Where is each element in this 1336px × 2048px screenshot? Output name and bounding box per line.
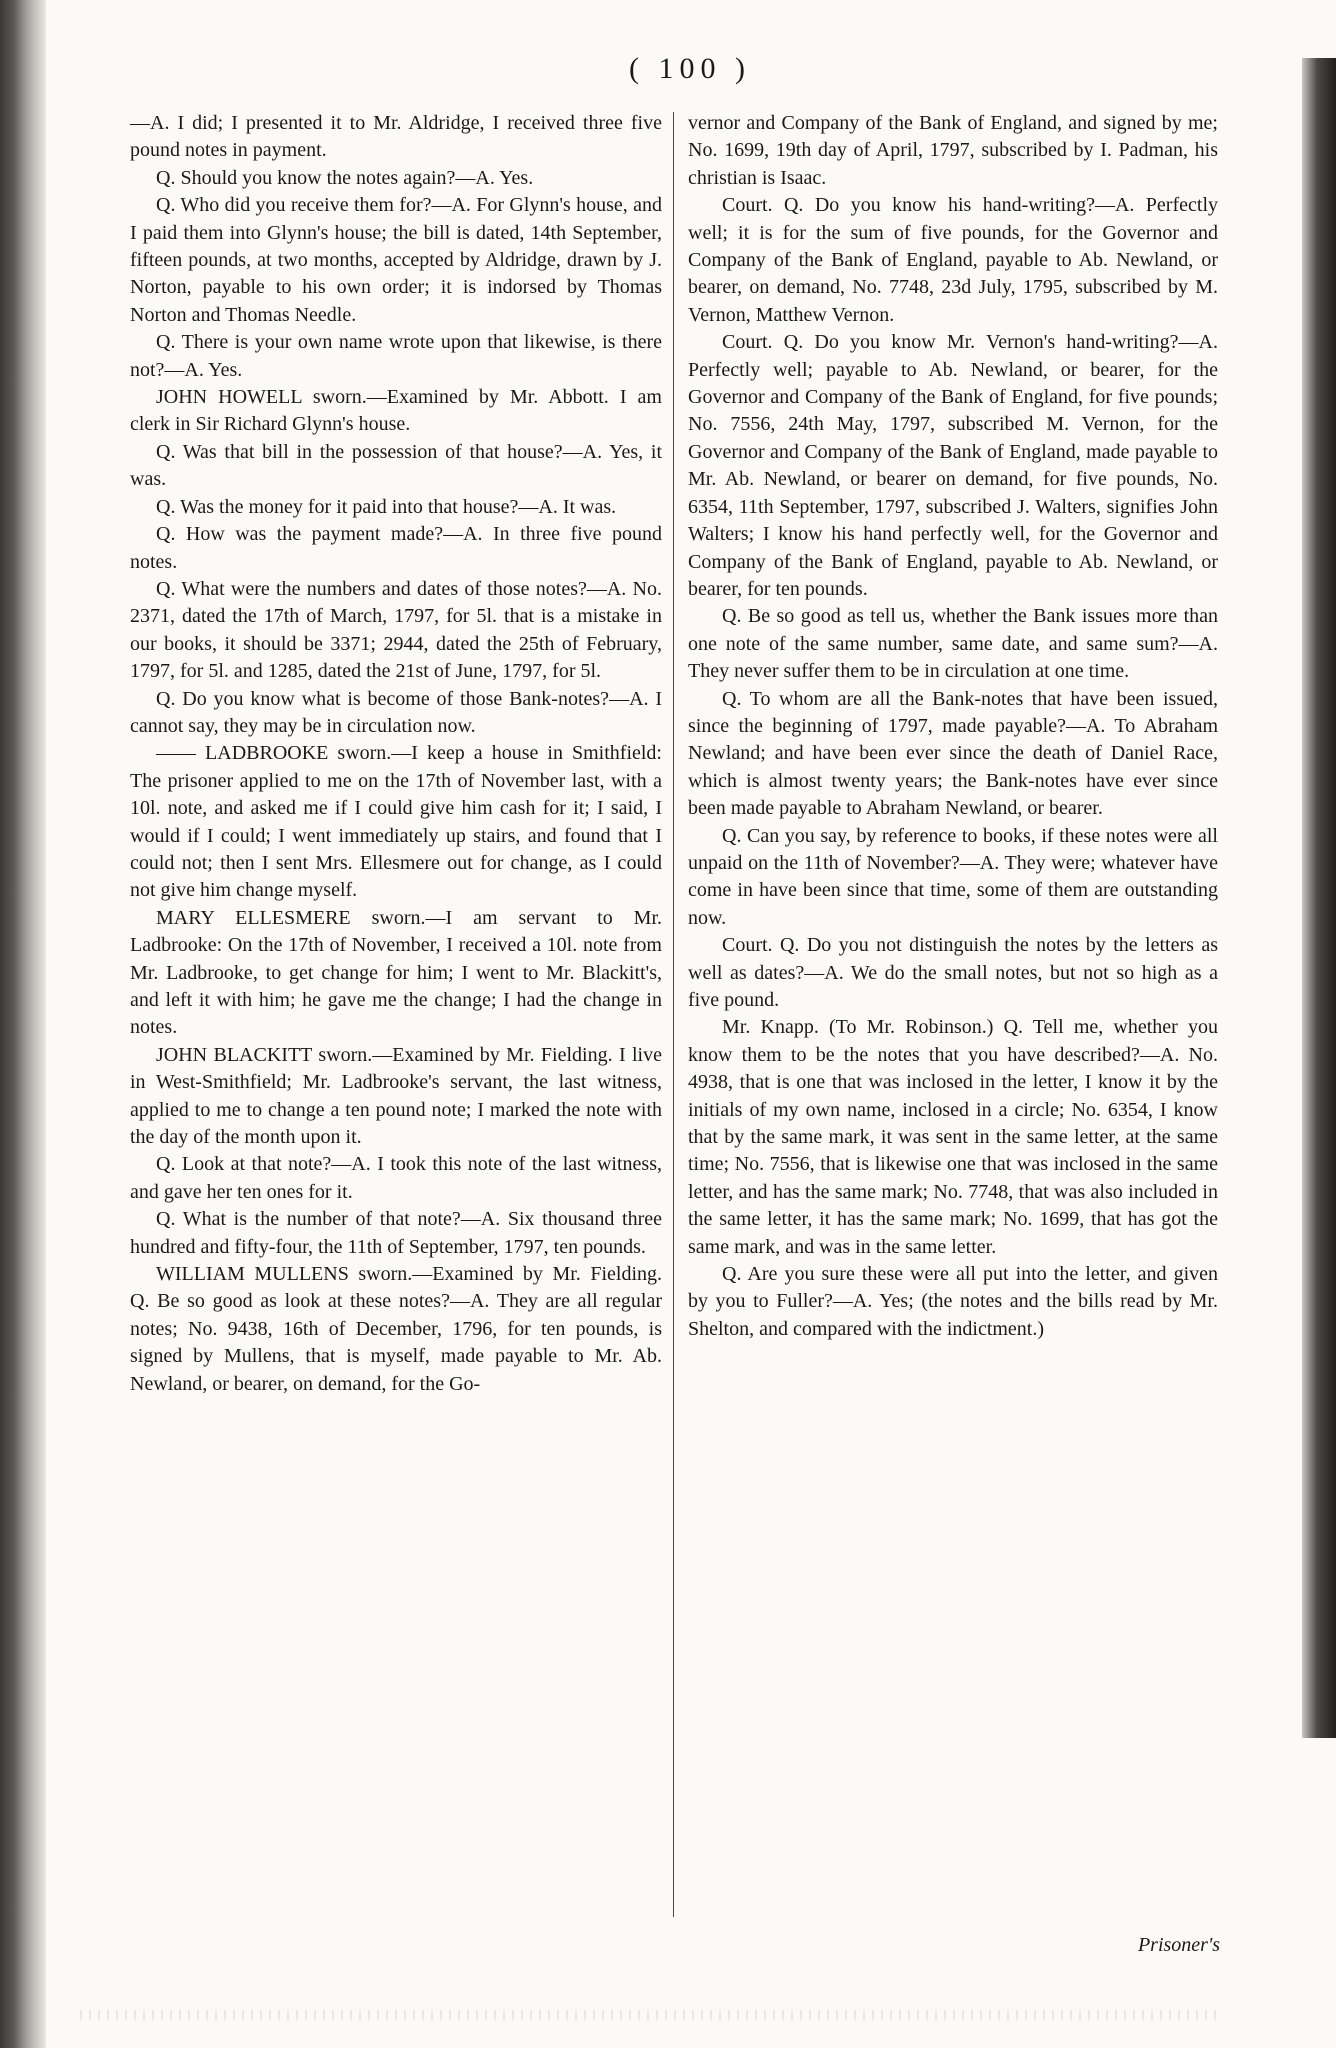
paragraph: Mr. Knapp. (To Mr. Robinson.) Q. Tell me, whether you know them to be the notes that you have described?—A. No. 4938, that is one that was inclosed in the letter, I know it by the initials of my own name, inclosed in a circle; No. 6354, I know that by the same mark, it was sent in the same letter, at the same time; No. 7556, that is likewise one that was inclosed in the same letter, and has the same mark; No. 7748, that was also included in the same letter, it has the same mark; No. 1699, that has got the same mark, and was in the same letter. [688,1016,1218,1258]
right-column [688,110,1218,1940]
paragraph: vernor and Company of the Bank of England, and signed by me; No. 1699, 19th day of April, 1797, subscribed by I. Padman, his christian is Isaac. [688,112,1218,189]
paragraph: Q. Be so good as tell us, whether the Bank issues more than one note of the same number, same date, and same sum?—A. They never suffer them to be in circulation at one time. [688,605,1218,683]
paragraph: JOHN BLACKITT sworn.—Examined by Mr. Fielding. I live in West-Smithfield; Mr. Ladbrooke's servant, the last witness, applied to me to change a ten pound note; I marked the note with the day of the month upon it. [130,1043,662,1149]
paragraph: Q. There is your own name wrote upon that likewise, is there not?—A. Yes. [130,331,662,381]
paragraph: Q. Are you sure these were all put into the letter, and given by you to Fuller?—A. Yes; (the notes and the bills read by Mr. Shelton, and compared with the indictment.) [688,1263,1218,1340]
paragraph: Q. Do you know what is become of those Bank-notes?—A. I cannot say, they may be in circulation now. [130,687,662,737]
paragraph: Q. Can you say, by reference to books, if these notes were all unpaid on the 11th of November?—A. They were; whatever have come in have been since that time, some of them are outstanding now. [688,824,1218,929]
scan-shadow-right [1302,58,1336,1738]
paragraph: —A. I did; I presented it to Mr. Aldridge, I received three five pound notes in payment. [130,112,662,162]
paragraph: Q. To whom are all the Bank-notes that have been issued, since the beginning of 1797, made payable?—A. To Abraham Newland; and have been ever since the death of Daniel Race, which is almost twenty years; the Bank-notes have ever since been made payable to Abraham Newland, or bearer. [688,687,1218,820]
scan-specks [80,2010,1220,2020]
paragraph: Q. Look at that note?—A. I took this note of the last witness, and gave her ten ones for it. [130,1153,662,1203]
left-column [130,110,662,1940]
scan-shadow-left [0,0,46,2048]
paragraph: Q. What were the numbers and dates of those notes?—A. No. 2371, dated the 17th of March, 1797, for 5l. that is a mistake in our books, it should be 3371; 2944, dated the 25th of February, 1797, for 5l. and 1285, dated the 21st of June, 1797, for 5l. [130,577,662,683]
paragraph: Q. Who did you receive them for?—A. For Glynn's house, and I paid them into Glynn's house; the bill is dated, 14th September, fifteen pounds, at two months, accepted by Aldridge, drawn by J. Norton, payable to his own order; it is indorsed by Thomas Norton and Thomas Needle. [130,194,662,326]
paragraph: MARY ELLESMERE sworn.—I am servant to Mr. Ladbrooke: On the 17th of November, I received a 10l. note from Mr. Ladbrooke, to get change for him; I went to Mr. Blackitt's, and left it with him; he gave me the change; I had the change in notes. [130,906,662,1039]
paragraph: Q. Was the money for it paid into that house?—A. It was. [156,495,617,518]
paragraph: Court. Q. Do you know his hand-writing?—A. Perfectly well; it is for the sum of five pounds, for the Governor and Company of the Bank of England, payable to Ab. Newland, or bearer, on demand, No. 7748, 23d July, 1795, subscribed by M. Vernon, Matthew Vernon. [688,194,1218,326]
paragraph: Q. Should you know the notes again?—A. Yes. [156,166,534,189]
paragraph: WILLIAM MULLENS sworn.—Examined by Mr. Fielding. Q. Be so good as look at these notes?—A. They are all regular notes; No. 9438, 16th of December, 1796, for ten pounds, is signed by Mullens, that is myself, made payable to Mr. Ab. Newland, or bearer, on demand, for the Go- [130,1263,662,1395]
paragraph: Court. Q. Do you know Mr. Vernon's hand-writing?—A. Perfectly well; payable to Ab. Newland, or bearer, for the Governor and Company of the Bank of England, for five pounds; No. 7556, 24th May, 1797, subscribed M. Vernon, for the Governor and Company of the Bank of England, made payable to Mr. Ab. Newland, or bearer on demand, for five pounds, No. 6354, 11th September, 1797, subscribed J. Walters, signifies John Walters; I know his hand perfectly well, for the Governor and Company of the Bank of England, payable to Ab. Newland, or bearer, for ten pounds. [688,331,1218,600]
paragraph: Court. Q. Do you not distinguish the notes by the letters as well as dates?—A. We do the small notes, but not so high as a five pound. [688,934,1218,1011]
page-number: ( 100 ) [629,52,751,85]
column-divider [673,112,674,1917]
paragraph: JOHN HOWELL sworn.—Examined by Mr. Abbott. I am clerk in Sir Richard Glynn's house. [130,386,662,436]
catchword: Prisoner's [1137,1934,1220,1956]
paragraph: —— LADBROOKE sworn.—I keep a house in Smithfield: The prisoner applied to me on the 17th of November last, with a 10l. note, and asked me if I could give him cash for it; I said, I would if I could; I went immediately up stairs, and found that I could not; then I sent Mrs. Ellesmere out for change, as I could not give him change myself. [130,742,662,902]
paragraph: Q. How was the payment made?—A. In three five pound notes. [130,523,662,573]
paragraph: Q. What is the number of that note?—A. Six thousand three hundred and fifty-four, the 11th of September, 1797, ten pounds. [130,1208,662,1258]
paragraph: Q. Was that bill in the possession of that house?—A. Yes, it was. [130,440,662,491]
